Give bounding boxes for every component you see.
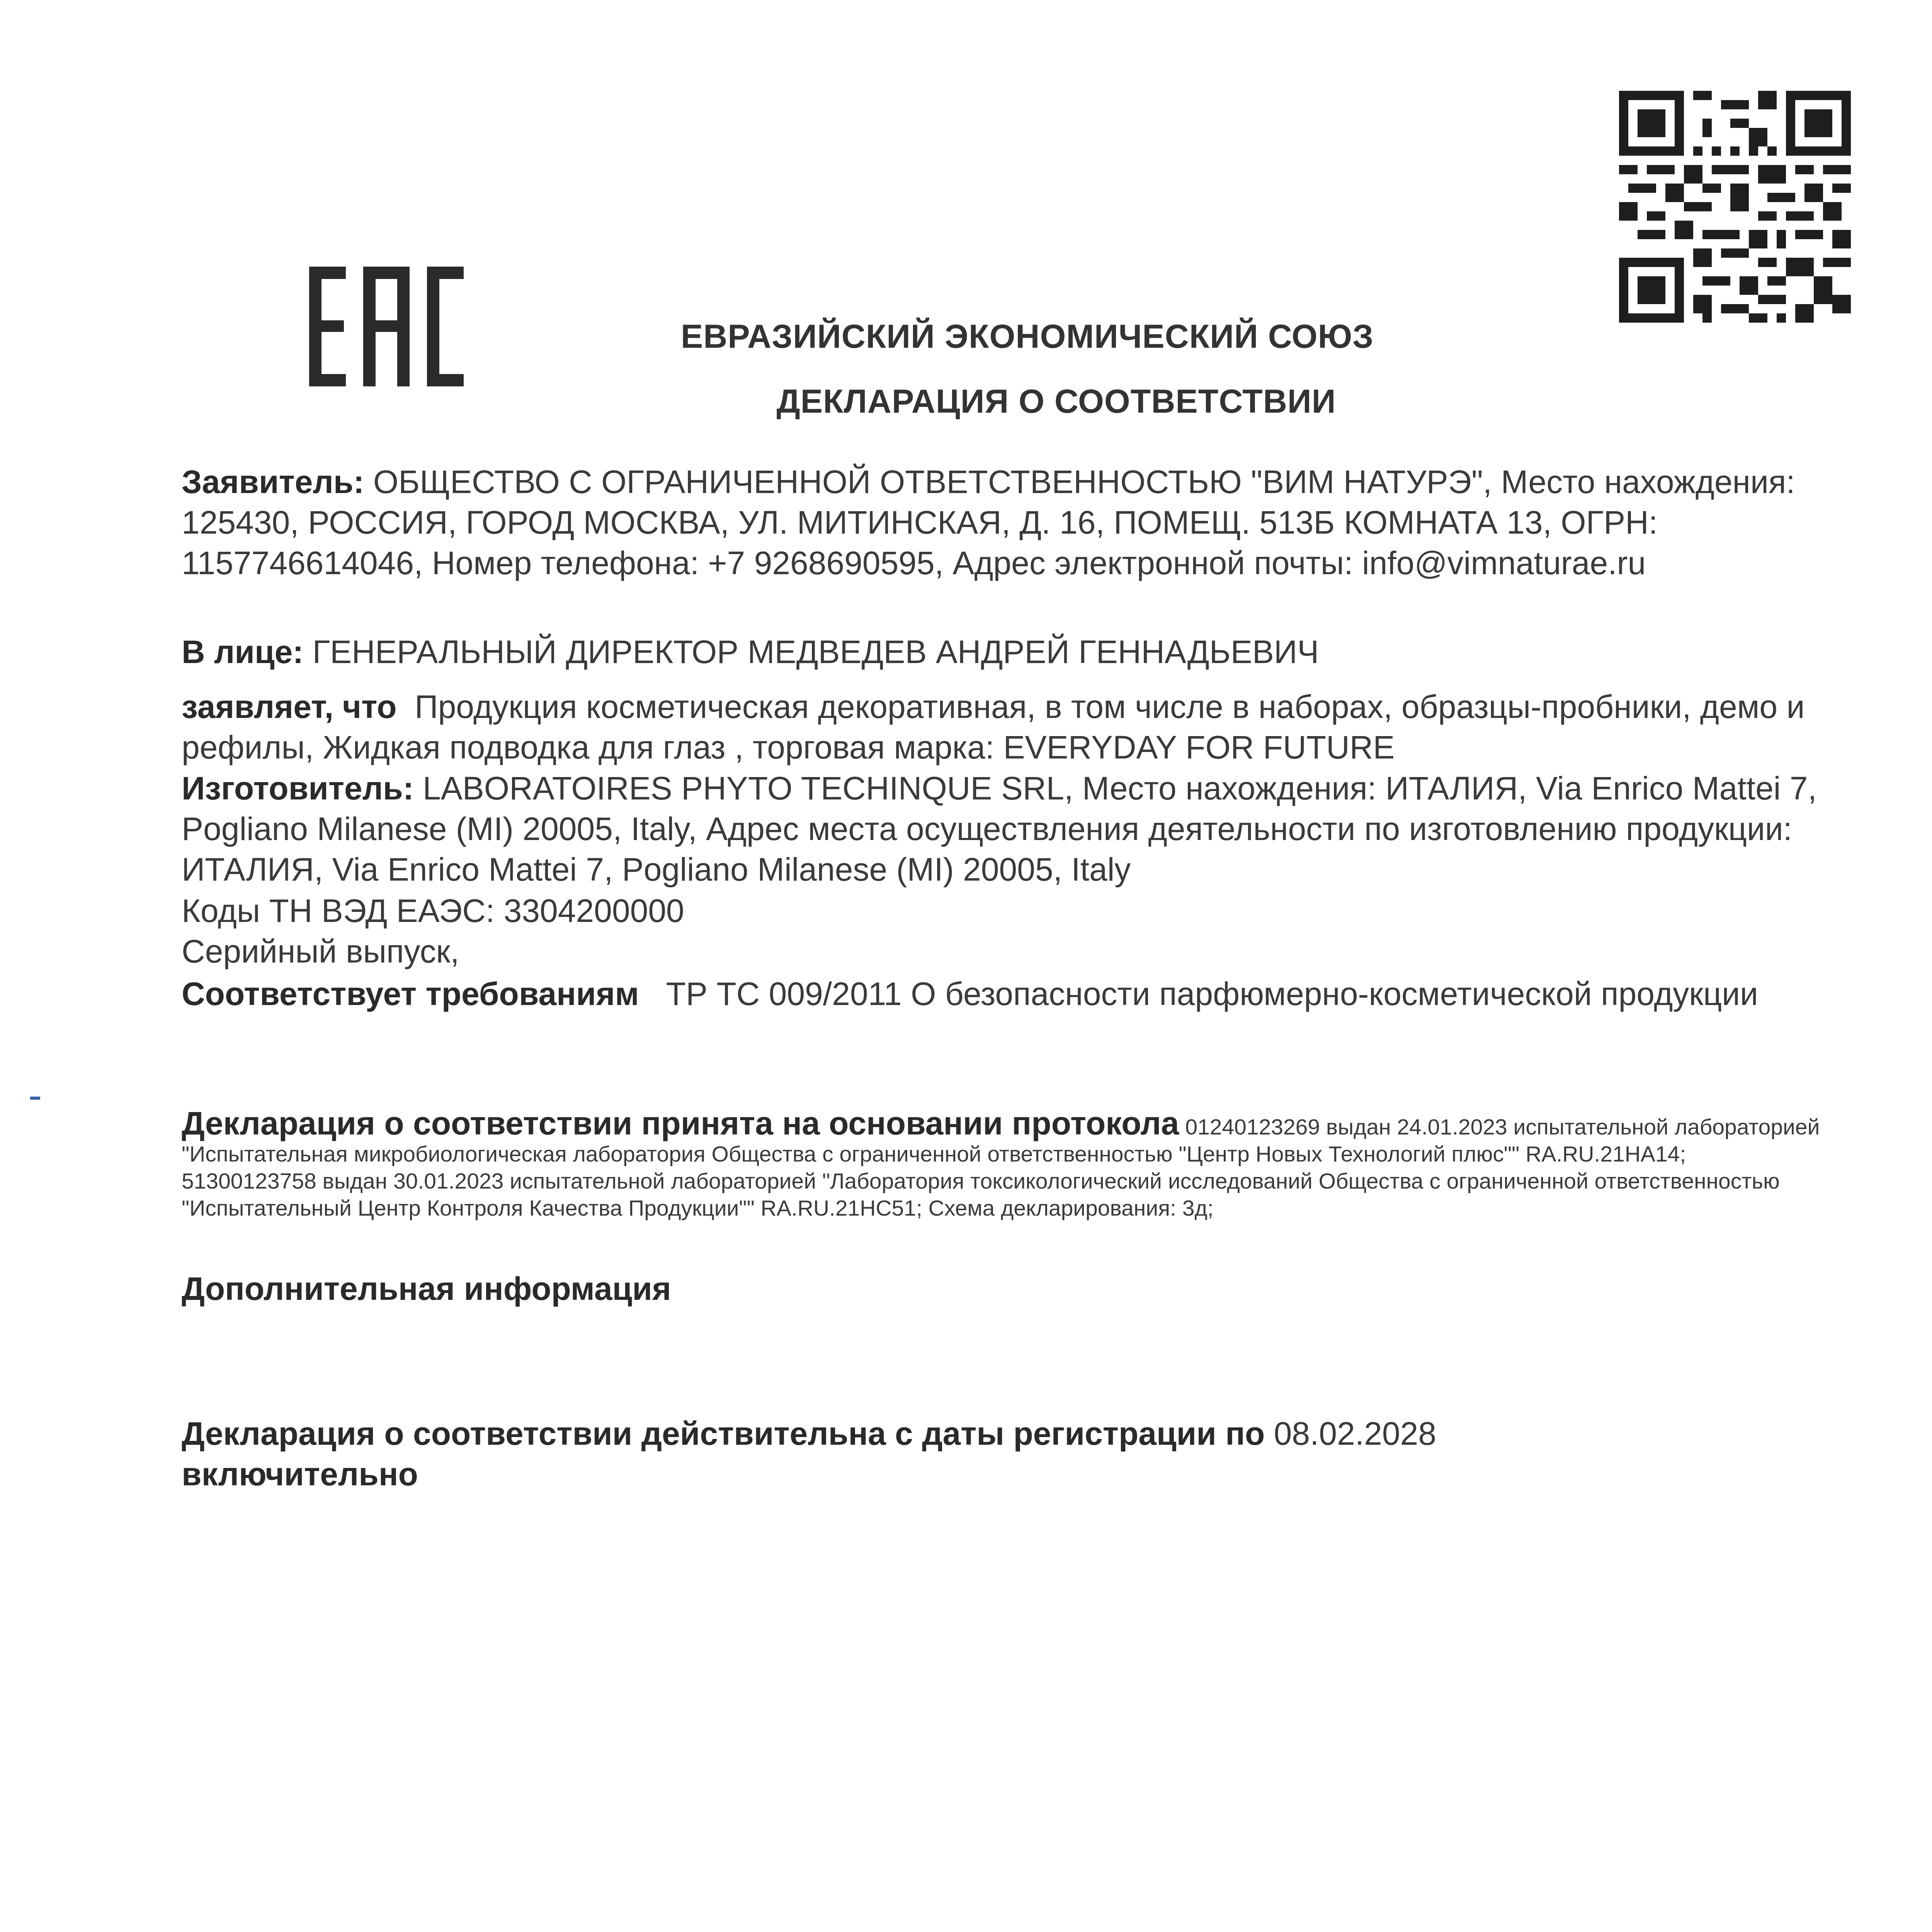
requirements-label: Соответствует требованиям (182, 976, 639, 1012)
basis-label: Декларация о соответствии принята на основании протокола (182, 1105, 1179, 1141)
manufacturer-label: Изготовитель: (182, 770, 414, 806)
qr-code-icon (1619, 91, 1851, 323)
tn-ved-codes: Коды ТН ВЭД ЕАЭС: 3304200000 (182, 893, 684, 929)
serial-release: Серийный выпуск, (182, 933, 459, 969)
union-title: ЕВРАЗИЙСКИЙ ЭКОНОМИЧЕСКИЙ СОЮЗ (680, 318, 1374, 355)
margin-mark (30, 1097, 40, 1100)
declares-block (182, 687, 1824, 768)
requirements-text: ТР ТС 009/2011 О безопасности парфюмерно-косметической продукции (666, 976, 1758, 1012)
applicant-text: ОБЩЕСТВО С ОГРАНИЧЕННОЙ ОТВЕТСТВЕННОСТЬЮ "ВИМ НАТУРЭ", Место нахождения: 125430, РОССИЯ, ГОРОД МОСКВА, УЛ. МИТИНСКАЯ, Д. 16, ПОМЕЩ. 513Б КОМНАТА 13, ОГРН: 1157746614046, Номер телефона: +7 9268690595, Адрес электронной почты: info@vimnaturae.ru (182, 464, 1795, 581)
person-label: В лице: (182, 634, 304, 670)
applicant-block (182, 462, 1824, 583)
additional-info-label: Дополнительная информация (182, 1270, 671, 1307)
applicant-label: Заявитель: (182, 464, 364, 500)
requirements-block (182, 974, 1824, 1014)
manufacturer-block (182, 768, 1824, 890)
person-block (182, 632, 1824, 672)
basis-block (182, 1105, 1824, 1222)
validity-label: Декларация о соответствии действительна с даты регистрации по (182, 1415, 1265, 1452)
basis-text: 01240123269 выдан 24.01.2023 испытательной лабораторией "Испытательная микробиологическая лаборатория Общества с ограниченной ответственностью "Центр Новых Технологий плюс"" RA.RU.21HA14; 51300123758 выдан 30.01.2023 испытательной лабораторией "Лаборатория токсикологический исследований Общества с ограниченной ответственностью "Испытательный Центр Контроля Качества Продукции"" RA.RU.21HC51; Схема декларирования: 3д; (182, 1115, 1820, 1221)
validity-suffix: включительно (182, 1456, 418, 1492)
declares-text: Продукция косметическая декоративная, в том числе в наборах, образцы-пробники, демо и рефилы, Жидкая подводка для глаз , торговая марка: EVERYDAY FOR FUTURE (182, 689, 1805, 765)
validity-block (182, 1413, 1824, 1495)
declares-label: заявляет, что (182, 689, 397, 725)
document-title: ДЕКЛАРАЦИЯ О СООТВЕТСТВИИ (776, 383, 1336, 420)
person-text: ГЕНЕРАЛЬНЫЙ ДИРЕКТОР МЕДВЕДЕВ АНДРЕЙ ГЕННАДЬЕВИЧ (312, 634, 1319, 670)
manufacturer-text: LABORATOIRES PHYTO TECHINQUE SRL, Место нахождения: ИТАЛИЯ, Via Enrico Mattei 7, Pogliano Milanese (MI) 20005, Italy, Адрес места осуществления деятельности по изготовлению продукции: ИТАЛИЯ, Via Enrico Mattei 7, Pogliano Milanese (MI) 20005, Italy (182, 770, 1817, 888)
validity-date: 08.02.2028 (1274, 1415, 1437, 1452)
